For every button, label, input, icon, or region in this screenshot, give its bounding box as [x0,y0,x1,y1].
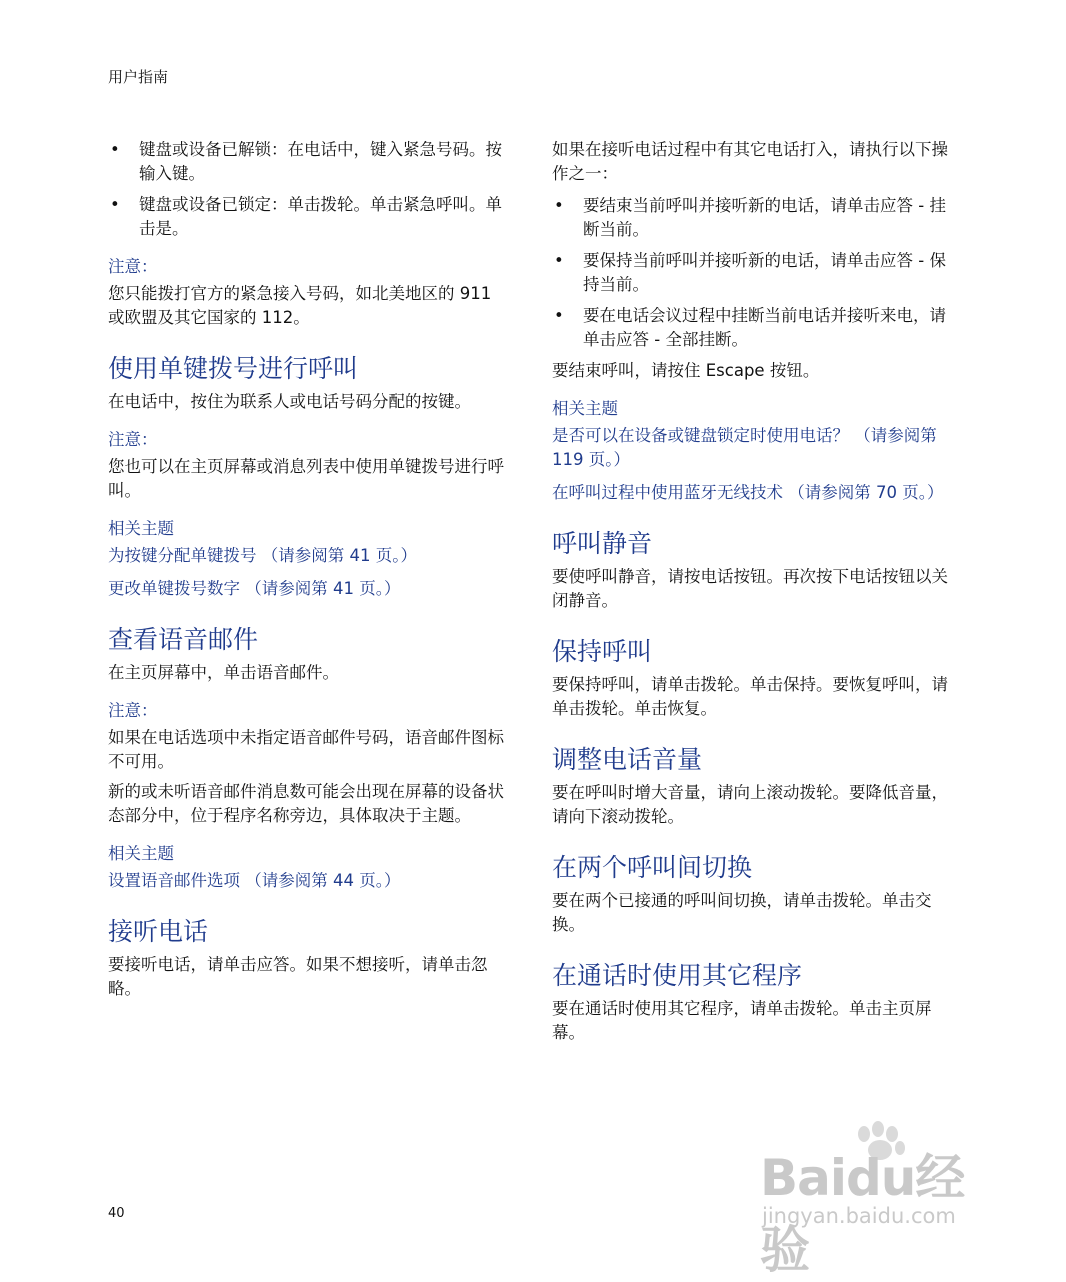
volume-text: 要在呼叫时增大音量，请向上滚动拨轮。要降低音量，请向下滚动拨轮。 [552,783,948,826]
related-topics-label: 相关主题 [552,399,618,418]
page-number: 40 [108,1206,125,1221]
right-column [552,138,962,1045]
incoming-call-intro: 如果在接听电话过程中有其它电话打入，请执行以下操作之一： [552,140,948,183]
voicemail-text: 在主页屏幕中，单击语音邮件。 [108,663,339,682]
watermark-logo-text: Baidu经验 [760,1149,965,1279]
list-item: • 要保持当前呼叫并接听新的电话，请单击应答 - 保持当前。 [552,249,962,297]
section-heading-other-apps: 在通话时使用其它程序 [552,961,803,990]
answer-text: 要接听电话，请单击应答。如果不想接听，请单击忽略。 [108,955,488,998]
note-label: 注意： [108,430,158,449]
note-label: 注意： [108,701,158,720]
note-text: 您只能拨打官方的紧急接入号码，如北美地区的 911 或欧盟及其它国家的 112。 [108,284,492,327]
switch-text: 要在两个已接通的呼叫间切换，请单击拨轮。单击交换。 [552,891,932,934]
mute-text: 要使呼叫静音，请按电话按钮。再次按下电话按钮以关闭静音。 [552,567,948,610]
running-header: 用户指南 [108,68,169,86]
emergency-bullet-list [108,138,508,241]
note-text: 新的或未听语音邮件消息数可能会出现在屏幕的设备状态部分中，位于程序名称旁边，具体取决于主题。 [108,782,504,825]
related-topics-label: 相关主题 [108,844,174,863]
incoming-call-bullet-list [552,194,962,352]
section-heading-answer: 接听电话 [108,917,209,946]
related-link-bluetooth[interactable]: 在呼叫过程中使用蓝牙无线技术 （请参阅第 70 页。） [552,483,944,502]
left-column [108,138,508,1001]
speed-dial-text: 在电话中，按住为联系人或电话号码分配的按键。 [108,392,471,411]
list-item: • 键盘或设备已锁定：单击拨轮。单击紧急呼叫。单击是。 [108,193,508,241]
baidu-watermark [752,1120,1002,1279]
other-apps-text: 要在通话时使用其它程序，请单击拨轮。单击主页屏幕。 [552,999,932,1042]
section-heading-mute: 呼叫静音 [552,529,653,558]
section-heading-volume: 调整电话音量 [552,745,703,774]
end-call-text: 要结束呼叫，请按住 Escape 按钮。 [552,361,820,380]
note-text: 您也可以在主页屏幕或消息列表中使用单键拨号进行呼叫。 [108,457,504,500]
related-link-assign-speed-dial[interactable]: 为按键分配单键拨号 （请参阅第 41 页。） [108,546,417,565]
related-topics-label: 相关主题 [108,519,174,538]
section-heading-voicemail: 查看语音邮件 [108,625,259,654]
related-link-voicemail-options[interactable]: 设置语音邮件选项 （请参阅第 44 页。） [108,871,401,890]
section-heading-hold: 保持呼叫 [552,637,653,666]
watermark-url: jingyan.baidu.com [762,1204,956,1228]
list-item: • 要结束当前呼叫并接听新的电话，请单击应答 - 挂断当前。 [552,194,962,242]
section-heading-switch-calls: 在两个呼叫间切换 [552,853,753,882]
hold-text: 要保持呼叫，请单击拨轮。单击保持。要恢复呼叫，请单击拨轮。单击恢复。 [552,675,948,718]
list-item: • 要在电话会议过程中挂断当前电话并接听来电，请单击应答 - 全部挂断。 [552,304,962,352]
list-item: • 键盘或设备已解锁：在电话中，键入紧急号码。按输入键。 [108,138,508,186]
note-label: 注意： [108,257,158,276]
related-link-phone-when-locked[interactable]: 是否可以在设备或键盘锁定时使用电话？ （请参阅第 119 页。） [552,426,937,469]
note-text: 如果在电话选项中未指定语音邮件号码，语音邮件图标不可用。 [108,728,504,771]
section-heading-speed-dial: 使用单键拨号进行呼叫 [108,354,359,383]
related-link-change-speed-dial[interactable]: 更改单键拨号数字 （请参阅第 41 页。） [108,579,401,598]
